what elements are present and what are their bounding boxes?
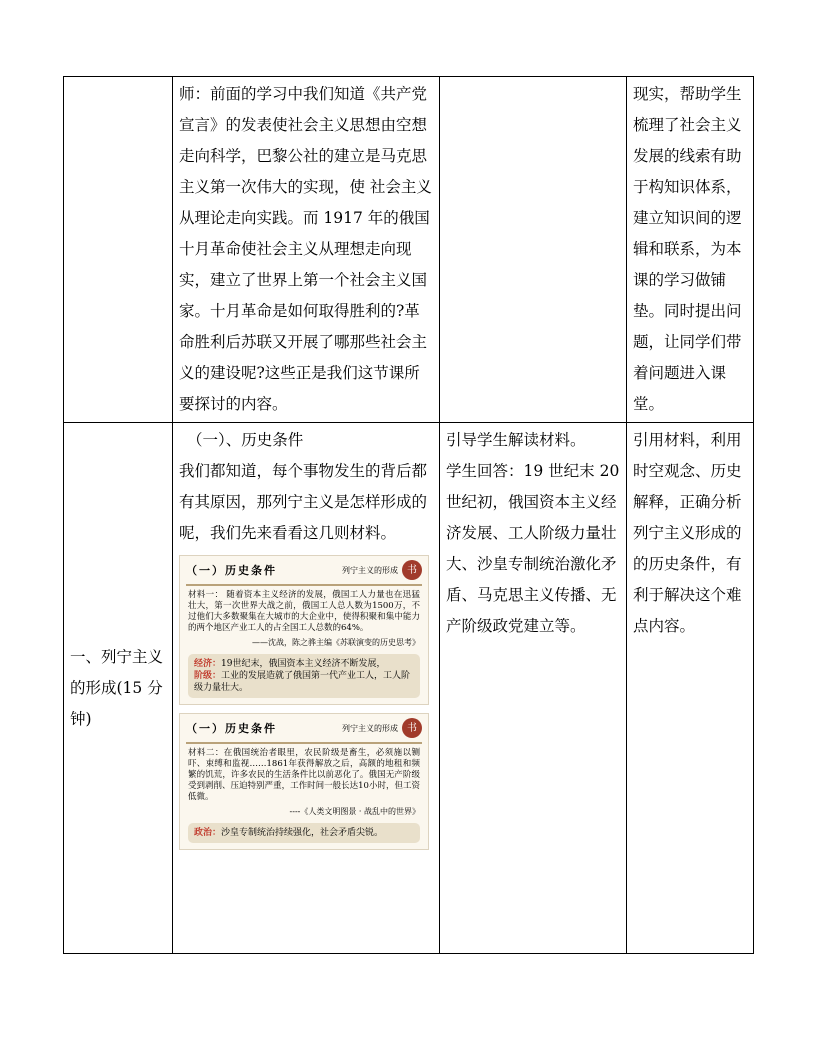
- slide-summary-box: [188, 654, 420, 698]
- slide-summary-box: [188, 823, 420, 843]
- slide-source: ----《人类文明图景 · 战乱中的世界》: [289, 807, 420, 816]
- slide-title: （一）历史条件: [186, 563, 277, 577]
- class-text: 工业的发展造就了俄国第一代产业工人，工人阶级力量壮大。: [194, 671, 411, 693]
- section-cell: [64, 423, 173, 954]
- econ-text: 19世纪末，俄国资本主义经济不断发展，: [221, 659, 386, 669]
- teacher-text: 师：前面的学习中我们知道《共产党宣言》的发表使社会主义思想由空想走向科学，巴黎公社的建立是马克思主义第一次伟大的实现，使 社会主义从理论走向实践。而 1917 年的俄国十月革命使社会主义从理想走向现实，建立了世界上第一个社会主义国家。十月革命是如何取得胜利的?革命胜利后苏联又开展了哪那些社会主义的建设呢?这些正是我们这节课所要探讨的内容。: [179, 85, 432, 413]
- student-activity-cell-empty: [440, 77, 627, 423]
- seal-icon: 书: [402, 560, 422, 580]
- teacher-activity-cell: [173, 77, 440, 423]
- seal-icon: 书: [402, 718, 422, 738]
- subtitle: （一）、历史条件: [187, 431, 304, 449]
- lesson-plan-table: [63, 76, 754, 954]
- slide-title: （一）历史条件: [186, 721, 277, 735]
- slide-image-1: [179, 555, 429, 705]
- slide-material: 材料二：在俄国统治者眼里，农民阶级是畜生，必须施以铡吓、束缚和监视……1861年获得解放之后，高额的地租和频繁的饥荒，许多农民的生活条件比以前恶化了。俄国无产阶级受到剥削、压迫特别严重，工作时间一般长达10小时，但工资低微。: [188, 748, 420, 802]
- slide-source: ——沈战，陈之骅主编《苏联演变的历史思考》: [252, 638, 420, 647]
- politics-text: 沙皇专制统治持续强化，社会矛盾尖锐。: [221, 828, 384, 838]
- politics-label: 政治：: [194, 828, 222, 838]
- design-intent-cell: [627, 423, 754, 954]
- intent-text: 现实，帮助学生梳理了社会主义发展的线索有助于构知识体系，建立知识间的逻辑和联系，为本课的学习做铺垫。同时提出问题，让同学们带着问题进入课堂。: [633, 85, 742, 413]
- intent-text: 引用材料，利用时空观念、历史解释，正确分析列宁主义形成的的历史条件，有利于解决这个难点内容。: [633, 431, 742, 635]
- teacher-activity-cell: [173, 423, 440, 954]
- econ-label: 经济：: [194, 659, 222, 669]
- student-answer: 学生回答：19 世纪末 20 世纪初，俄国资本主义经济发展、工人阶级力量壮大、沙皇专制统治激化矛盾、马克思主义传播、无产阶级政党建立等。: [446, 462, 620, 635]
- class-label: 阶级：: [194, 671, 222, 681]
- table-row: [64, 77, 754, 423]
- student-text: 引导学生解读材料。: [446, 431, 586, 449]
- table-row: [64, 423, 754, 954]
- slide-corner-label: 列宁主义的形成: [342, 565, 398, 575]
- slide-material: 材料一： 随着资本主义经济的发展，俄国工人力量也在迅猛壮大，第一次世界大战之前，俄国工人总人数为1500万，不过他们大多数聚集在大城市的大企业中，使得积聚和集中能力的两个地区产业工人的占全国工人总数的64%。: [188, 590, 420, 633]
- slide-image-2: [179, 713, 429, 850]
- teacher-text: 我们都知道，每个事物发生的背后都有其原因，那列宁主义是怎样形成的呢，我们先来看看这几则材料。: [179, 462, 428, 542]
- student-activity-cell: [440, 423, 627, 954]
- section-title: 一、列宁主义的形成(15 分钟): [70, 647, 164, 728]
- design-intent-cell: [627, 77, 754, 423]
- section-cell-empty: [64, 77, 173, 423]
- slide-corner-label: 列宁主义的形成: [342, 723, 398, 733]
